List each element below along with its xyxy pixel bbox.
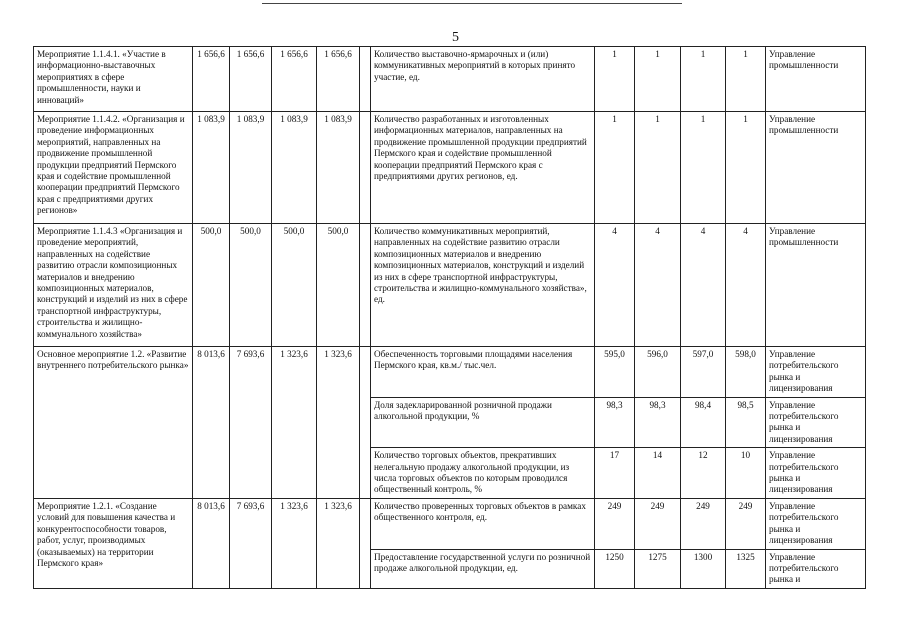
target-value: 4 (726, 224, 766, 347)
target-value: 98,3 (635, 397, 681, 448)
target-value: 249 (726, 498, 766, 549)
column-gap (360, 224, 371, 347)
event-name: Основное мероприятие 1.2. «Развитие внутреннего потребительского рынка» (34, 347, 193, 499)
column-gap (360, 47, 371, 112)
event-name: Мероприятие 1.1.4.3 «Организация и проведение мероприятий, направленных на содействие развитию отрасли композиционных материалов и внедрению композиционных материалов, конструкций и изделий из них в сфере транспортной инфраструктуры, строительства и жилищно-коммунального хозяйства» (34, 224, 193, 347)
funding-cell: 1 083,9 (272, 112, 317, 224)
target-value: 1250 (595, 549, 635, 588)
column-gap (360, 347, 371, 499)
target-value: 1 (635, 112, 681, 224)
responsible-unit: Управление потребительского рынка и лицензирования (766, 397, 866, 448)
event-name: Мероприятие 1.1.4.1. «Участие в информационно-выставочных мероприятиях в сфере промышленности, науки и инноваций» (34, 47, 193, 112)
funding-cell: 1 323,6 (317, 347, 360, 499)
target-value: 98,4 (681, 397, 726, 448)
target-value: 10 (726, 448, 766, 499)
target-value: 1325 (726, 549, 766, 588)
target-value: 1 (595, 112, 635, 224)
target-value: 249 (681, 498, 726, 549)
target-value: 1 (726, 112, 766, 224)
target-value: 17 (595, 448, 635, 499)
target-value: 596,0 (635, 347, 681, 398)
funding-cell: 1 323,6 (317, 498, 360, 588)
event-name: Мероприятие 1.2.1. «Создание условий для повышения качества и конкурентоспособности товаров, работ, услуг, производимых (оказываемых) на территории Пермского края» (34, 498, 193, 588)
funding-cell: 1 083,9 (230, 112, 272, 224)
funding-cell: 1 656,6 (317, 47, 360, 112)
funding-cell: 500,0 (272, 224, 317, 347)
target-value: 98,3 (595, 397, 635, 448)
funding-cell: 8 013,6 (193, 498, 230, 588)
target-value: 1 (635, 47, 681, 112)
target-value: 597,0 (681, 347, 726, 398)
table-row (34, 224, 866, 347)
column-gap (360, 112, 371, 224)
target-value: 1 (681, 47, 726, 112)
table-row (34, 498, 866, 549)
table-row (34, 112, 866, 224)
target-value: 1 (681, 112, 726, 224)
funding-cell: 1 083,9 (193, 112, 230, 224)
indicator-name: Количество выставочно-ярмарочных и (или) коммуникативных мероприятий в которых принято участие, ед. (371, 47, 595, 112)
indicator-name: Доля задекларированной розничной продажи алкогольной продукции, % (371, 397, 595, 448)
target-value: 4 (635, 224, 681, 347)
table-row (34, 347, 866, 398)
target-value: 1275 (635, 549, 681, 588)
indicator-name: Количество проверенных торговых объектов в рамках общественного контроля, ед. (371, 498, 595, 549)
target-value: 1 (726, 47, 766, 112)
funding-cell: 1 656,6 (230, 47, 272, 112)
program-table (33, 46, 866, 589)
funding-cell: 1 323,6 (272, 347, 317, 499)
target-value: 4 (595, 224, 635, 347)
indicator-name: Количество разработанных и изготовленных информационных материалов, направленных на продвижение промышленной продукции предприятий Пермского края и содействие промышленной кооперации предприятий Пермского края с предприятиями других регионов, ед. (371, 112, 595, 224)
target-value: 1300 (681, 549, 726, 588)
funding-cell: 8 013,6 (193, 347, 230, 499)
indicator-name: Предоставление государственной услуги по розничной продаже алкогольной продукции, ед. (371, 549, 595, 588)
column-gap (360, 498, 371, 588)
funding-cell: 1 083,9 (317, 112, 360, 224)
target-value: 598,0 (726, 347, 766, 398)
funding-cell: 500,0 (230, 224, 272, 347)
responsible-unit: Управление потребительского рынка и лицензирования (766, 347, 866, 398)
funding-cell: 1 656,6 (193, 47, 230, 112)
funding-cell: 500,0 (317, 224, 360, 347)
target-value: 1 (595, 47, 635, 112)
responsible-unit: Управление потребительского рынка и лицензирования (766, 448, 866, 499)
target-value: 249 (635, 498, 681, 549)
funding-cell: 7 693,6 (230, 347, 272, 499)
target-value: 4 (681, 224, 726, 347)
target-value: 595,0 (595, 347, 635, 398)
funding-cell: 500,0 (193, 224, 230, 347)
responsible-unit: Управление промышленности (766, 224, 866, 347)
top-rule (262, 3, 682, 4)
target-value: 249 (595, 498, 635, 549)
target-value: 98,5 (726, 397, 766, 448)
funding-cell: 1 323,6 (272, 498, 317, 588)
target-value: 14 (635, 448, 681, 499)
responsible-unit: Управление потребительского рынка и (766, 549, 866, 588)
funding-cell: 1 656,6 (272, 47, 317, 112)
event-name: Мероприятие 1.1.4.2. «Организация и проведение информационных мероприятий, направленных на продвижение промышленной продукции предприятий Пермского края и содействие промышленной кооперации предприятий Пермского края с предприятиями других регионов» (34, 112, 193, 224)
table-row (34, 47, 866, 112)
responsible-unit: Управление промышленности (766, 47, 866, 112)
responsible-unit: Управление промышленности (766, 112, 866, 224)
indicator-name: Обеспеченность торговыми площадями населения Пермского края, кв.м./ тыс.чел. (371, 347, 595, 398)
target-value: 12 (681, 448, 726, 499)
responsible-unit: Управление потребительского рынка и лицензирования (766, 498, 866, 549)
page-number: 5 (452, 30, 459, 45)
funding-cell: 7 693,6 (230, 498, 272, 588)
indicator-name: Количество коммуникативных мероприятий, направленных на содействие развитию отрасли композиционных материалов и внедрению композиционных материалов, конструкций и изделий из них в сфере транспортной инфраструктуры, строительства и жилищно-коммунального хозяйства», ед. (371, 224, 595, 347)
indicator-name: Количество торговых объектов, прекративших нелегальную продажу алкогольной продукции, из числа торговых объектов по которым проводился общественный контроль, % (371, 448, 595, 499)
